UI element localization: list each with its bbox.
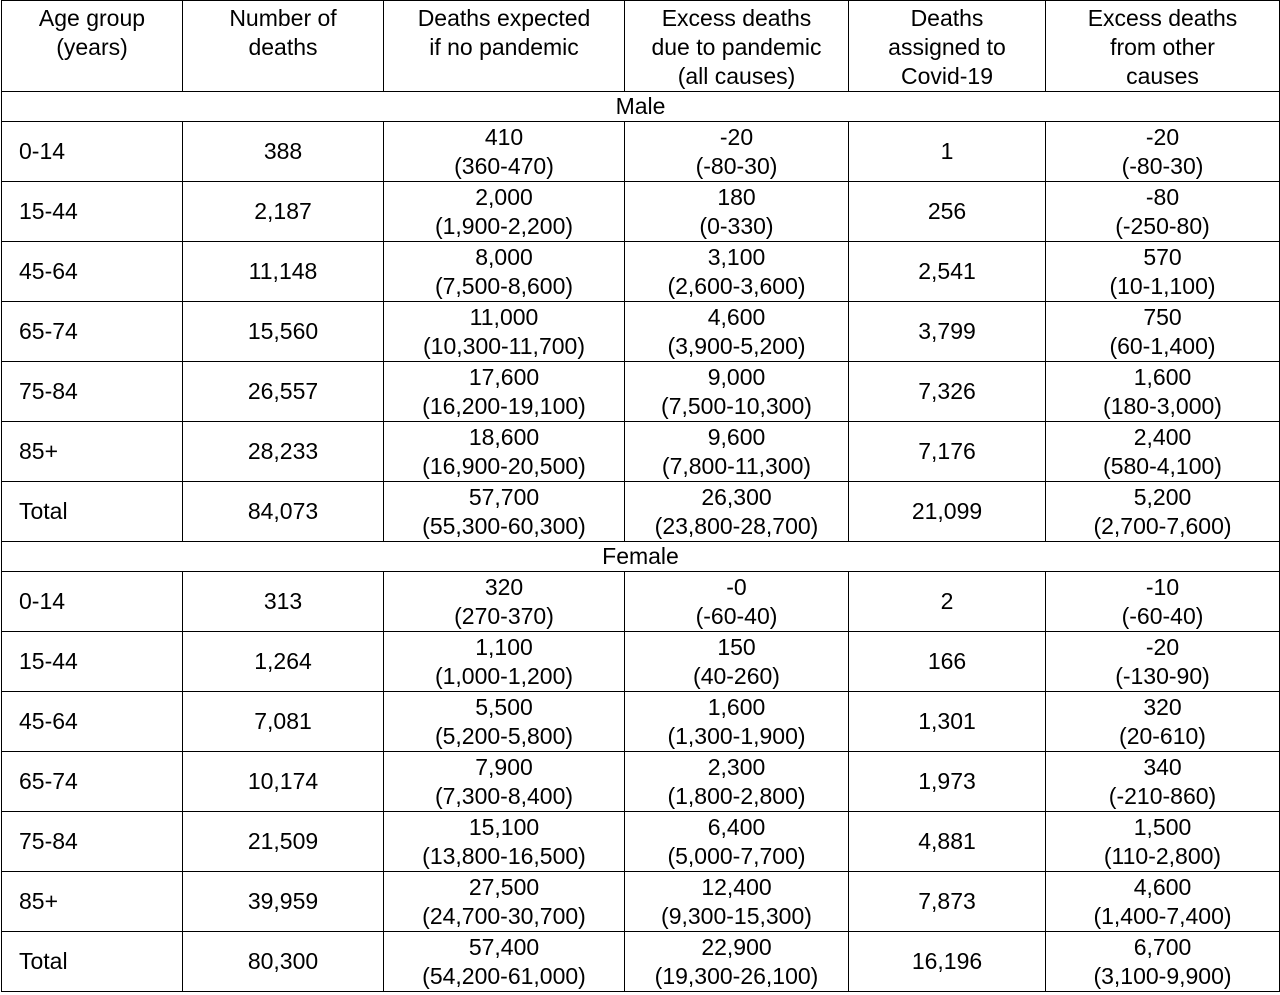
covid-deaths-cell: 166 bbox=[849, 632, 1046, 692]
confidence-interval: (580-4,100) bbox=[1103, 452, 1222, 479]
estimate-value: -20 bbox=[1145, 633, 1180, 660]
excess-deaths-cell bbox=[625, 182, 849, 242]
estimate-value: 320 bbox=[484, 573, 524, 600]
estimate-value: 8,000 bbox=[475, 243, 533, 270]
age-group-cell: 85+ bbox=[2, 422, 183, 482]
deaths-expected-cell bbox=[384, 482, 625, 542]
confidence-interval: (13,800-16,500) bbox=[422, 842, 586, 869]
confidence-interval: (7,300-8,400) bbox=[434, 782, 574, 809]
header-excess-deaths-pandemic bbox=[625, 1, 849, 92]
excess-deaths-cell bbox=[625, 812, 849, 872]
confidence-interval: (-80-30) bbox=[695, 152, 778, 179]
estimate-value: 22,900 bbox=[701, 933, 772, 960]
age-group-cell: 65-74 bbox=[2, 752, 183, 812]
deaths-expected-cell bbox=[384, 692, 625, 752]
number-of-deaths-cell: 1,264 bbox=[183, 632, 384, 692]
confidence-interval: (360-470) bbox=[454, 152, 554, 179]
estimate-value: 1,600 bbox=[1133, 363, 1192, 390]
estimate-value: 2,000 bbox=[475, 183, 533, 210]
excess-deaths-cell bbox=[625, 572, 849, 632]
estimate-value: 26,300 bbox=[701, 483, 772, 510]
estimate-value: 750 bbox=[1143, 303, 1182, 330]
covid-deaths-cell: 7,176 bbox=[849, 422, 1046, 482]
table-row bbox=[2, 362, 1280, 422]
confidence-interval: (-60-40) bbox=[695, 602, 778, 629]
table-row bbox=[2, 182, 1280, 242]
covid-deaths-cell: 1 bbox=[849, 122, 1046, 182]
age-group-cell: 0-14 bbox=[2, 572, 183, 632]
confidence-interval: (60-1,400) bbox=[1109, 332, 1216, 359]
table-row bbox=[2, 632, 1280, 692]
excess-deaths-cell bbox=[625, 422, 849, 482]
other-causes-cell bbox=[1046, 812, 1280, 872]
deaths-expected-cell bbox=[384, 632, 625, 692]
header-text: if no pandemic bbox=[429, 34, 579, 60]
header-excess-other-causes bbox=[1046, 1, 1280, 92]
header-row bbox=[2, 1, 1280, 92]
estimate-value: 410 bbox=[484, 123, 524, 150]
other-causes-cell bbox=[1046, 302, 1280, 362]
covid-deaths-cell: 256 bbox=[849, 182, 1046, 242]
estimate-value: 570 bbox=[1143, 243, 1182, 270]
excess-deaths-cell bbox=[625, 302, 849, 362]
estimate-value: 27,500 bbox=[468, 873, 540, 900]
other-causes-cell bbox=[1046, 692, 1280, 752]
confidence-interval: (19,300-26,100) bbox=[654, 962, 819, 989]
table-row bbox=[2, 752, 1280, 812]
deaths-expected-cell bbox=[384, 182, 625, 242]
header-text: assigned to bbox=[888, 34, 1006, 60]
confidence-interval: (-210-860) bbox=[1108, 782, 1217, 809]
confidence-interval: (20-610) bbox=[1119, 722, 1206, 749]
estimate-value: 12,400 bbox=[701, 873, 772, 900]
confidence-interval: (23,800-28,700) bbox=[654, 512, 819, 539]
section-header-row bbox=[2, 542, 1280, 572]
table-row bbox=[2, 692, 1280, 752]
confidence-interval: (55,300-60,300) bbox=[422, 512, 586, 539]
estimate-value: -10 bbox=[1145, 573, 1180, 600]
table-row bbox=[2, 812, 1280, 872]
section-header-row bbox=[2, 92, 1280, 122]
age-group-cell: Total bbox=[2, 932, 183, 992]
estimate-value: -80 bbox=[1145, 183, 1180, 210]
estimate-value: 4,600 bbox=[1133, 873, 1192, 900]
number-of-deaths-cell: 7,081 bbox=[183, 692, 384, 752]
number-of-deaths-cell: 28,233 bbox=[183, 422, 384, 482]
excess-deaths-cell bbox=[625, 482, 849, 542]
age-group-cell: 0-14 bbox=[2, 122, 183, 182]
other-causes-cell bbox=[1046, 872, 1280, 932]
table-row bbox=[2, 422, 1280, 482]
covid-deaths-cell: 7,326 bbox=[849, 362, 1046, 422]
deaths-expected-cell bbox=[384, 422, 625, 482]
confidence-interval: (1,300-1,900) bbox=[667, 722, 806, 749]
excess-deaths-table bbox=[1, 0, 1280, 992]
confidence-interval: (-130-90) bbox=[1115, 662, 1210, 689]
confidence-interval: (1,000-1,200) bbox=[434, 662, 574, 689]
confidence-interval: (270-370) bbox=[454, 602, 554, 629]
excess-deaths-cell bbox=[625, 362, 849, 422]
confidence-interval: (0-330) bbox=[699, 212, 774, 239]
table-row bbox=[2, 932, 1280, 992]
header-age-group bbox=[2, 1, 183, 92]
confidence-interval: (5,000-7,700) bbox=[667, 842, 806, 869]
header-text: (years) bbox=[56, 34, 128, 60]
covid-deaths-cell: 7,873 bbox=[849, 872, 1046, 932]
estimate-value: 18,600 bbox=[468, 423, 540, 450]
estimate-value: -20 bbox=[719, 123, 754, 150]
confidence-interval: (10-1,100) bbox=[1109, 272, 1216, 299]
excess-deaths-cell bbox=[625, 242, 849, 302]
confidence-interval: (5,200-5,800) bbox=[434, 722, 574, 749]
age-group-cell: 15-44 bbox=[2, 182, 183, 242]
header-text: from other bbox=[1110, 34, 1215, 60]
estimate-value: 340 bbox=[1143, 753, 1182, 780]
confidence-interval: (40-260) bbox=[693, 662, 780, 689]
other-causes-cell bbox=[1046, 752, 1280, 812]
age-group-cell: Total bbox=[2, 482, 183, 542]
estimate-value: 5,500 bbox=[475, 693, 533, 720]
table-row bbox=[2, 242, 1280, 302]
confidence-interval: (7,500-10,300) bbox=[661, 392, 812, 419]
other-causes-cell bbox=[1046, 242, 1280, 302]
table-row bbox=[2, 872, 1280, 932]
covid-deaths-cell: 1,973 bbox=[849, 752, 1046, 812]
header-text: Number of bbox=[229, 5, 337, 31]
estimate-value: -20 bbox=[1145, 123, 1180, 150]
table-row bbox=[2, 302, 1280, 362]
confidence-interval: (3,100-9,900) bbox=[1093, 962, 1232, 989]
confidence-interval: (16,200-19,100) bbox=[422, 392, 586, 419]
estimate-value: 2,400 bbox=[1133, 423, 1192, 450]
header-text: deaths bbox=[248, 34, 318, 60]
covid-deaths-cell: 2,541 bbox=[849, 242, 1046, 302]
deaths-expected-cell bbox=[384, 752, 625, 812]
deaths-expected-cell bbox=[384, 122, 625, 182]
deaths-expected-cell bbox=[384, 572, 625, 632]
header-text: Deaths bbox=[910, 5, 984, 31]
excess-deaths-cell bbox=[625, 632, 849, 692]
estimate-value: 9,600 bbox=[707, 423, 766, 450]
deaths-expected-cell bbox=[384, 362, 625, 422]
estimate-value: 1,500 bbox=[1133, 813, 1192, 840]
confidence-interval: (110-2,800) bbox=[1103, 842, 1222, 869]
confidence-interval: (-250-80) bbox=[1115, 212, 1210, 239]
estimate-value: 9,000 bbox=[707, 363, 766, 390]
estimate-value: 15,100 bbox=[468, 813, 540, 840]
covid-deaths-cell: 1,301 bbox=[849, 692, 1046, 752]
header-text: Excess deaths bbox=[1087, 5, 1238, 31]
other-causes-cell bbox=[1046, 632, 1280, 692]
deaths-expected-cell bbox=[384, 302, 625, 362]
number-of-deaths-cell: 39,959 bbox=[183, 872, 384, 932]
age-group-cell: 85+ bbox=[2, 872, 183, 932]
header-text: Excess deaths bbox=[661, 5, 812, 31]
age-group-cell: 45-64 bbox=[2, 242, 183, 302]
estimate-value: 57,400 bbox=[468, 933, 540, 960]
deaths-expected-cell bbox=[384, 932, 625, 992]
age-group-cell: 65-74 bbox=[2, 302, 183, 362]
confidence-interval: (7,500-8,600) bbox=[434, 272, 574, 299]
estimate-value: 1,100 bbox=[475, 633, 533, 660]
other-causes-cell bbox=[1046, 182, 1280, 242]
estimate-value: 1,600 bbox=[707, 693, 766, 720]
number-of-deaths-cell: 388 bbox=[183, 122, 384, 182]
estimate-value: 11,000 bbox=[469, 303, 539, 330]
number-of-deaths-cell: 10,174 bbox=[183, 752, 384, 812]
confidence-interval: (2,600-3,600) bbox=[667, 272, 806, 299]
covid-deaths-cell: 21,099 bbox=[849, 482, 1046, 542]
header-number-of-deaths bbox=[183, 1, 384, 92]
covid-deaths-cell: 16,196 bbox=[849, 932, 1046, 992]
estimate-value: 180 bbox=[717, 183, 756, 210]
excess-deaths-cell bbox=[625, 692, 849, 752]
confidence-interval: (1,900-2,200) bbox=[434, 212, 574, 239]
number-of-deaths-cell: 84,073 bbox=[183, 482, 384, 542]
estimate-value: 320 bbox=[1143, 693, 1182, 720]
number-of-deaths-cell: 21,509 bbox=[183, 812, 384, 872]
confidence-interval: (7,800-11,300) bbox=[661, 452, 812, 479]
section-label: Male bbox=[2, 92, 1280, 122]
excess-deaths-cell bbox=[625, 122, 849, 182]
number-of-deaths-cell: 313 bbox=[183, 572, 384, 632]
number-of-deaths-cell: 26,557 bbox=[183, 362, 384, 422]
header-text: Age group bbox=[38, 5, 146, 31]
excess-deaths-cell bbox=[625, 932, 849, 992]
age-group-cell: 75-84 bbox=[2, 362, 183, 422]
other-causes-cell bbox=[1046, 362, 1280, 422]
other-causes-cell bbox=[1046, 572, 1280, 632]
excess-deaths-cell bbox=[625, 752, 849, 812]
header-text: due to pandemic bbox=[651, 34, 822, 60]
confidence-interval: (2,700-7,600) bbox=[1093, 512, 1232, 539]
other-causes-cell bbox=[1046, 482, 1280, 542]
estimate-value: 6,700 bbox=[1133, 933, 1192, 960]
estimate-value: -0 bbox=[726, 573, 747, 600]
number-of-deaths-cell: 2,187 bbox=[183, 182, 384, 242]
number-of-deaths-cell: 80,300 bbox=[183, 932, 384, 992]
estimate-value: 2,300 bbox=[707, 753, 766, 780]
age-group-cell: 15-44 bbox=[2, 632, 183, 692]
table-row bbox=[2, 482, 1280, 542]
estimate-value: 57,700 bbox=[468, 483, 540, 510]
estimate-value: 7,900 bbox=[475, 753, 533, 780]
deaths-expected-cell bbox=[384, 242, 625, 302]
section-label: Female bbox=[2, 542, 1280, 572]
confidence-interval: (24,700-30,700) bbox=[422, 902, 586, 929]
deaths-expected-cell bbox=[384, 812, 625, 872]
confidence-interval: (180-3,000) bbox=[1103, 392, 1222, 419]
age-group-cell: 75-84 bbox=[2, 812, 183, 872]
estimate-value: 3,100 bbox=[707, 243, 766, 270]
estimate-value: 17,600 bbox=[468, 363, 540, 390]
estimate-value: 6,400 bbox=[707, 813, 766, 840]
header-deaths-expected bbox=[384, 1, 625, 92]
estimate-value: 4,600 bbox=[707, 303, 766, 330]
covid-deaths-cell: 3,799 bbox=[849, 302, 1046, 362]
age-group-cell: 45-64 bbox=[2, 692, 183, 752]
confidence-interval: (54,200-61,000) bbox=[422, 962, 586, 989]
other-causes-cell bbox=[1046, 422, 1280, 482]
number-of-deaths-cell: 15,560 bbox=[183, 302, 384, 362]
deaths-expected-cell bbox=[384, 872, 625, 932]
number-of-deaths-cell: 11,148 bbox=[183, 242, 384, 302]
covid-deaths-cell: 4,881 bbox=[849, 812, 1046, 872]
confidence-interval: (16,900-20,500) bbox=[422, 452, 586, 479]
estimate-value: 5,200 bbox=[1133, 483, 1192, 510]
excess-deaths-cell bbox=[625, 872, 849, 932]
header-text: causes bbox=[1126, 63, 1199, 89]
header-text: Deaths expected bbox=[417, 5, 591, 31]
other-causes-cell bbox=[1046, 122, 1280, 182]
confidence-interval: (9,300-15,300) bbox=[661, 902, 812, 929]
header-text: Covid-19 bbox=[900, 63, 994, 89]
header-text: (all causes) bbox=[677, 63, 796, 89]
confidence-interval: (10,300-11,700) bbox=[423, 332, 585, 359]
confidence-interval: (-80-30) bbox=[1121, 152, 1204, 179]
table-row bbox=[2, 572, 1280, 632]
confidence-interval: (-60-40) bbox=[1121, 602, 1204, 629]
estimate-value: 150 bbox=[717, 633, 756, 660]
table-row bbox=[2, 122, 1280, 182]
table-body bbox=[2, 92, 1280, 992]
confidence-interval: (1,400-7,400) bbox=[1093, 902, 1232, 929]
confidence-interval: (1,800-2,800) bbox=[667, 782, 806, 809]
header-deaths-covid bbox=[849, 1, 1046, 92]
confidence-interval: (3,900-5,200) bbox=[667, 332, 806, 359]
covid-deaths-cell: 2 bbox=[849, 572, 1046, 632]
other-causes-cell bbox=[1046, 932, 1280, 992]
